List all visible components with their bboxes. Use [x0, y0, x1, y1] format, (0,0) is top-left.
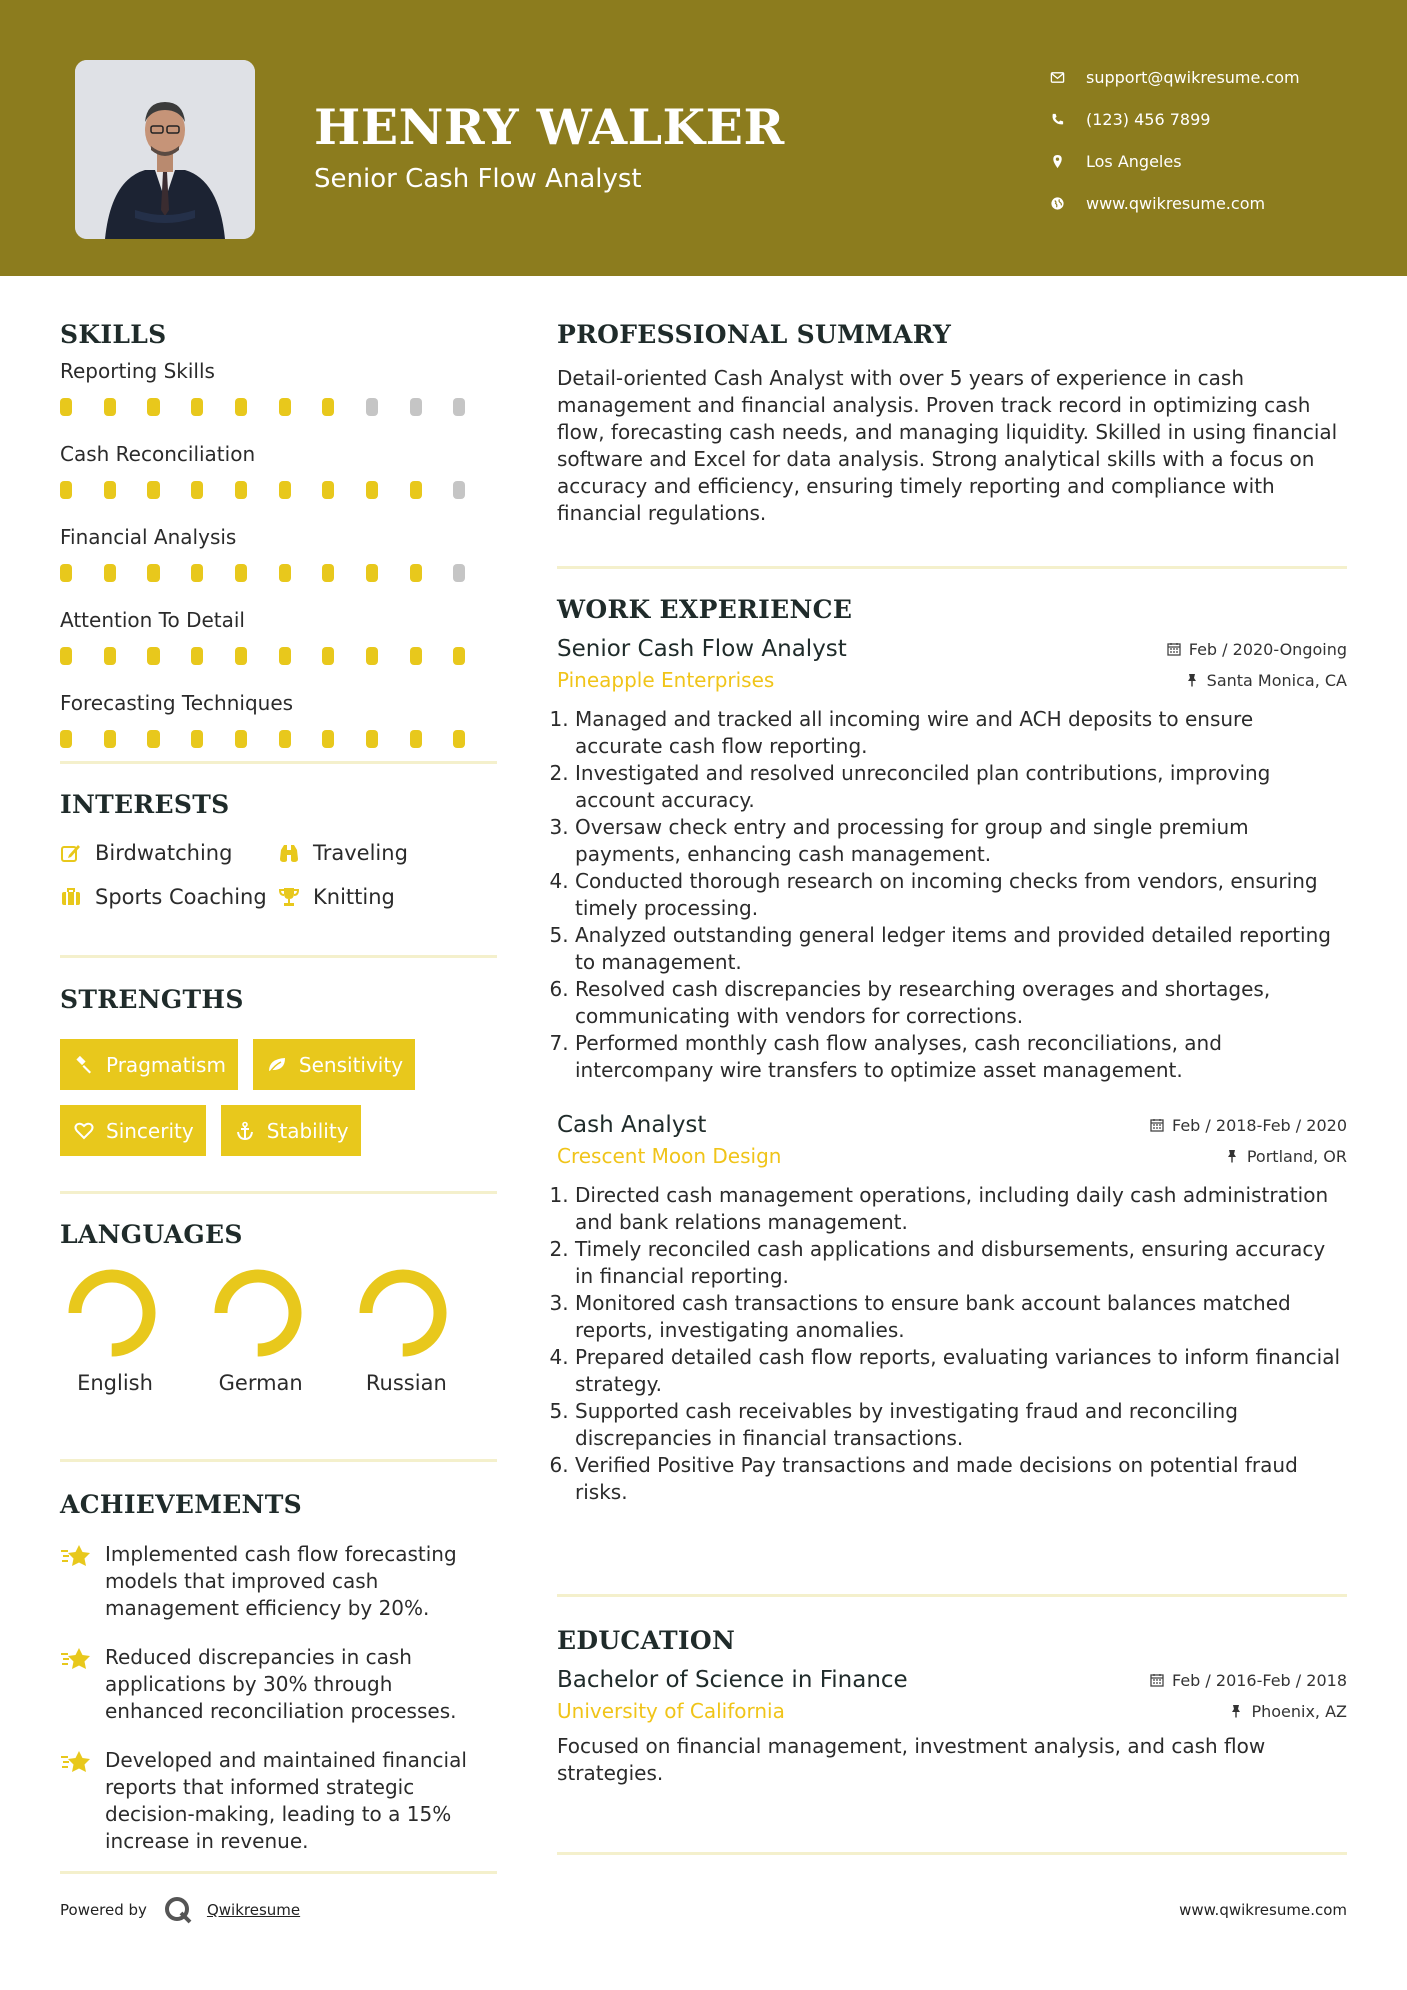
company-name: Crescent Moon Design: [557, 1144, 782, 1168]
rating-dot-filled: [279, 647, 291, 665]
map-pin-icon: [1050, 154, 1086, 169]
achievements-title: ACHIEVEMENTS: [60, 1490, 302, 1519]
language-level-ring: [66, 1267, 158, 1359]
strength-badge: [221, 1105, 361, 1156]
language-item: [60, 1267, 206, 1395]
education-location: [1229, 1702, 1347, 1721]
job-dates: [1167, 640, 1347, 659]
divider: [60, 1459, 497, 1462]
rating-dot-filled: [104, 647, 116, 665]
company-name: Pineapple Enterprises: [557, 668, 775, 692]
experience-title: WORK EXPERIENCE: [557, 595, 853, 624]
rating-dot-filled: [60, 730, 72, 748]
strength-label: Stability: [266, 1118, 349, 1143]
divider: [60, 1871, 497, 1874]
rating-dot-filled: [104, 481, 116, 499]
job-title: Senior Cash Flow Analyst: [557, 636, 847, 662]
rating-dot-filled: [60, 647, 72, 665]
divider: [557, 1594, 1347, 1597]
language-level-ring: [212, 1267, 304, 1359]
rating-dot-filled: [147, 398, 159, 416]
language-level-arc: [75, 1276, 149, 1350]
job-duties: [557, 706, 1347, 1084]
rating-dot-empty: [410, 398, 422, 416]
duty-item: 6. Verified Positive Pay transactions and made decisions on potential fraud risks.: [575, 1452, 1347, 1506]
skill-item: [60, 691, 497, 764]
language-name: Russian: [365, 1371, 447, 1395]
skill-name: Forecasting Techniques: [60, 691, 294, 715]
powered-by-text: Powered by: [60, 1901, 147, 1919]
language-item: [351, 1267, 497, 1395]
profile-photo: [75, 60, 255, 239]
pushpin-icon: [1229, 1704, 1243, 1718]
strength-badge: [60, 1039, 238, 1090]
skill-name: Cash Reconciliation: [60, 442, 256, 466]
rating-dot-filled: [60, 564, 72, 582]
skill-name: Financial Analysis: [60, 525, 237, 549]
rating-dot-filled: [322, 398, 334, 416]
rating-dot-filled: [322, 481, 334, 499]
rating-dot-filled: [453, 647, 465, 665]
rating-dot-empty: [366, 398, 378, 416]
rating-dot-filled: [60, 398, 72, 416]
divider: [557, 566, 1347, 569]
interest-label: Traveling: [313, 841, 408, 865]
skill-rating: [60, 481, 497, 499]
rating-dot-filled: [191, 564, 203, 582]
job-dates: [1150, 1116, 1347, 1135]
powered-by: [60, 1895, 300, 1925]
skill-item: [60, 608, 497, 681]
languages-title: LANGUAGES: [60, 1220, 243, 1249]
calendar-icon: [1150, 1673, 1164, 1687]
job-dates-text: Feb / 2018-Feb / 2020: [1172, 1115, 1347, 1135]
anchor-icon: [235, 1121, 255, 1141]
star-icon: [60, 1543, 92, 1571]
duty-item: 5. Analyzed outstanding general ledger items and provided detailed reporting to management.: [575, 922, 1347, 976]
languages-section: [60, 1220, 497, 1395]
job-title: Cash Analyst: [557, 1112, 707, 1138]
rating-dot-filled: [279, 564, 291, 582]
skill-item: [60, 442, 497, 515]
skill-name: Reporting Skills: [60, 359, 215, 383]
rating-dot-filled: [410, 564, 422, 582]
candidate-role: Senior Cash Flow Analyst: [314, 164, 642, 194]
skill-rating: [60, 730, 497, 748]
skills-title: SKILLS: [60, 320, 167, 349]
contact-location: [1050, 140, 1300, 182]
education-title: EDUCATION: [557, 1626, 736, 1655]
divider: [60, 955, 497, 958]
interest-item: [60, 885, 278, 909]
rating-dot-filled: [235, 481, 247, 499]
interests-title: INTERESTS: [60, 790, 230, 819]
achievement-item: [60, 1541, 497, 1622]
qwikresume-link[interactable]: Qwikresume: [206, 1901, 301, 1919]
duty-item: 5. Supported cash receivables by investigating fraud and reconciling discrepancies in financial transactions.: [575, 1398, 1347, 1452]
main-column: [557, 320, 1347, 527]
school-name: University of California: [557, 1699, 785, 1723]
strength-label: Pragmatism: [106, 1052, 226, 1077]
skills-list: [60, 359, 497, 764]
interest-label: Knitting: [313, 885, 395, 909]
duty-item: 1. Managed and tracked all incoming wire and ACH deposits to ensure accurate cash flow reporting.: [575, 706, 1347, 760]
language-name: German: [218, 1371, 303, 1395]
leaf-icon: [267, 1055, 287, 1075]
rating-dot-filled: [279, 730, 291, 748]
education-location-text: Phoenix, AZ: [1251, 1701, 1347, 1721]
education-text: Focused on financial management, investment analysis, and cash flow strategies.: [557, 1734, 1266, 1785]
contact-email[interactable]: [1050, 56, 1300, 98]
edit-icon: [60, 842, 82, 864]
heart-icon: [74, 1121, 94, 1141]
contact-phone-text: (123) 456 7899: [1086, 109, 1211, 129]
rating-dot-empty: [453, 398, 465, 416]
summary-text: Detail-oriented Cash Analyst with over 5 years of experience in cash management and financial analysis. Proven track record in optimizing cash flow, forecasting cash needs, and managing liquidity. Skilled in using financial software and Excel for data analysis. Strong analytical skills with a focus on accuracy and efficiency, ensuring timely reporting and compliance with financial regulations.: [557, 366, 1338, 525]
rating-dot-empty: [453, 481, 465, 499]
education-dates: [1150, 1671, 1347, 1690]
rating-dot-filled: [235, 398, 247, 416]
job-dates-text: Feb / 2020-Ongoing: [1188, 639, 1347, 659]
job-duties: [557, 1182, 1347, 1506]
rating-dot-filled: [366, 564, 378, 582]
strengths-title: STRENGTHS: [60, 985, 244, 1014]
rating-dot-filled: [453, 730, 465, 748]
star-icon: [60, 1749, 92, 1777]
qwikresume-logo-icon: [163, 1895, 193, 1925]
divider: [60, 1191, 497, 1194]
rating-dot-filled: [279, 481, 291, 499]
rating-dot-filled: [279, 398, 291, 416]
interest-item: [278, 841, 478, 865]
briefcase-icon: [60, 886, 82, 908]
envelope-icon: [1050, 70, 1086, 85]
interests-grid: [60, 841, 497, 909]
contact-list: [1050, 56, 1300, 224]
language-level-arc: [221, 1276, 295, 1350]
rating-dot-filled: [366, 481, 378, 499]
achievement-text: Implemented cash flow forecasting models that improved cash management efficiency by 20%.: [105, 1542, 457, 1620]
rating-dot-empty: [453, 564, 465, 582]
strengths-section: [60, 985, 497, 1156]
duty-item: 2. Investigated and resolved unreconciled plan contributions, improving account accuracy.: [575, 760, 1347, 814]
job-location: [1225, 1147, 1347, 1166]
rating-dot-filled: [235, 647, 247, 665]
rating-dot-filled: [147, 564, 159, 582]
rating-dot-filled: [410, 481, 422, 499]
duty-item: 4. Conducted thorough research on incoming checks from vendors, ensuring timely processing.: [575, 868, 1347, 922]
skill-item: [60, 359, 497, 432]
strengths-badges: [60, 1039, 497, 1156]
rating-dot-filled: [410, 647, 422, 665]
strength-label: Sensitivity: [298, 1052, 404, 1077]
skill-name: Attention To Detail: [60, 608, 245, 632]
rating-dot-filled: [104, 564, 116, 582]
contact-website[interactable]: [1050, 182, 1300, 224]
duty-item: 6. Resolved cash discrepancies by researching overages and shortages, communicating with vendors for corrections.: [575, 976, 1347, 1030]
rating-dot-filled: [322, 647, 334, 665]
rating-dot-filled: [366, 647, 378, 665]
summary-title: PROFESSIONAL SUMMARY: [557, 320, 952, 349]
contact-phone[interactable]: [1050, 98, 1300, 140]
trophy-icon: [278, 886, 300, 908]
rating-dot-filled: [147, 481, 159, 499]
gavel-icon: [74, 1055, 94, 1075]
rating-dot-filled: [322, 730, 334, 748]
rating-dot-filled: [147, 647, 159, 665]
language-name: English: [77, 1371, 153, 1395]
binoculars-icon: [278, 842, 300, 864]
duty-item: 3. Oversaw check entry and processing for group and single premium payments, enhancing cash management.: [575, 814, 1347, 868]
strength-label: Sincerity: [106, 1118, 194, 1143]
contact-website-text: www.qwikresume.com: [1086, 193, 1266, 213]
rating-dot-filled: [191, 730, 203, 748]
rating-dot-filled: [235, 564, 247, 582]
skill-rating: [60, 564, 497, 582]
interest-label: Sports Coaching: [95, 885, 267, 909]
skill-rating: [60, 647, 497, 665]
divider: [557, 1852, 1347, 1855]
skill-rating: [60, 398, 497, 416]
contact-email-text: support@qwikresume.com: [1086, 67, 1300, 87]
rating-dot-filled: [366, 730, 378, 748]
contact-location-text: Los Angeles: [1086, 151, 1182, 171]
pushpin-icon: [1225, 1149, 1239, 1163]
globe-icon: [1050, 196, 1086, 211]
calendar-icon: [1150, 1118, 1164, 1132]
job-entry: [557, 636, 1347, 1084]
duty-item: 1. Directed cash management operations, including daily cash administration and bank relations management.: [575, 1182, 1347, 1236]
duty-item: 4. Prepared detailed cash flow reports, evaluating variances to inform financial strategy.: [575, 1344, 1347, 1398]
achievement-item: [60, 1747, 497, 1855]
interest-item: [278, 885, 478, 909]
skills-section: [60, 320, 497, 764]
rating-dot-filled: [191, 647, 203, 665]
interest-label: Birdwatching: [95, 841, 233, 865]
rating-dot-filled: [191, 398, 203, 416]
interests-section: [60, 790, 497, 909]
footer-url[interactable]: www.qwikresume.com: [1179, 1901, 1347, 1919]
footer: [60, 1895, 1347, 1925]
languages-list: [60, 1267, 497, 1395]
pushpin-icon: [1185, 673, 1199, 687]
job-location-text: Portland, OR: [1246, 1146, 1347, 1166]
rating-dot-filled: [60, 481, 72, 499]
rating-dot-filled: [235, 730, 247, 748]
skill-item: [60, 525, 497, 598]
summary-section: [557, 320, 1347, 527]
degree-title: Bachelor of Science in Finance: [557, 1667, 908, 1693]
rating-dot-filled: [147, 730, 159, 748]
language-level-arc: [366, 1276, 440, 1350]
job-entry: [557, 1112, 1347, 1506]
job-location-text: Santa Monica, CA: [1206, 670, 1347, 690]
rating-dot-filled: [104, 730, 116, 748]
duty-item: 2. Timely reconciled cash applications and disbursements, ensuring accuracy in financial reporting.: [575, 1236, 1347, 1290]
resume-header: [0, 0, 1407, 276]
job-location: [1185, 671, 1347, 690]
duty-item: 7. Performed monthly cash flow analyses, cash reconciliations, and intercompany wire transfers to optimize asset management.: [575, 1030, 1347, 1084]
divider: [60, 761, 497, 764]
star-icon: [60, 1646, 92, 1674]
phone-icon: [1050, 112, 1086, 127]
rating-dot-filled: [104, 398, 116, 416]
achievement-text: Developed and maintained financial reports that informed strategic decision-making, leading to a 15% increase in revenue.: [105, 1748, 467, 1853]
language-item: [206, 1267, 352, 1395]
calendar-icon: [1167, 642, 1181, 656]
language-level-ring: [357, 1267, 449, 1359]
rating-dot-filled: [322, 564, 334, 582]
strength-badge: [60, 1105, 206, 1156]
education-section: [557, 1626, 1347, 1787]
interest-item: [60, 841, 278, 865]
duty-item: 3. Monitored cash transactions to ensure bank account balances matched reports, investigating anomalies.: [575, 1290, 1347, 1344]
candidate-name: HENRY WALKER: [314, 98, 785, 156]
rating-dot-filled: [191, 481, 203, 499]
achievement-text: Reduced discrepancies in cash applications by 30% through enhanced reconciliation processes.: [105, 1645, 457, 1723]
rating-dot-filled: [410, 730, 422, 748]
experience-section: [557, 595, 1347, 1506]
achievements-section: [60, 1490, 497, 1855]
strength-badge: [253, 1039, 415, 1090]
achievement-item: [60, 1644, 497, 1725]
education-dates-text: Feb / 2016-Feb / 2018: [1172, 1670, 1347, 1690]
